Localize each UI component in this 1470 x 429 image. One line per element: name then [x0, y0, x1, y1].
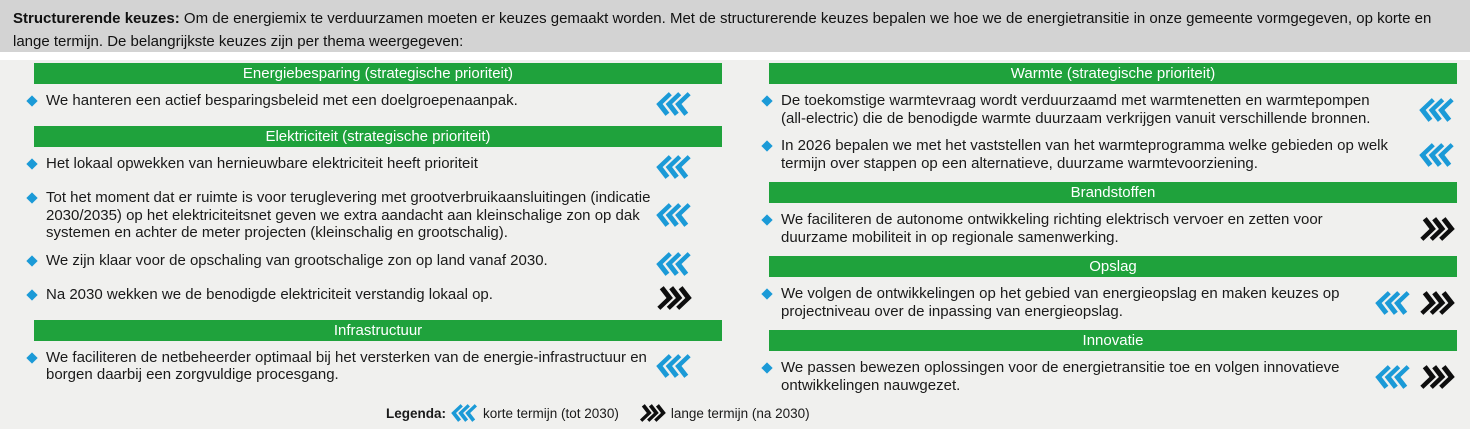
column-right [760, 63, 1457, 429]
intro-banner-title: Structurerende keuzes: [13, 10, 180, 27]
list-item [25, 155, 722, 179]
bullet-diamond-icon [26, 95, 37, 106]
item-text: De toekomstige warmtevraag wordt verduurzaamd met warmtenetten en warmtepompen (all-electric) die de benodigde warmte duurzaam verkrijgen vanuit verschillende bronnen. [781, 92, 1371, 127]
short-term-icon [656, 354, 692, 378]
long-term-icon [1419, 291, 1455, 315]
list-item [25, 349, 722, 384]
section-header-brandstoffen: Brandstoffen [769, 182, 1457, 203]
term-icons [656, 155, 692, 179]
short-term-icon [656, 252, 692, 276]
long-term-icon [1419, 217, 1455, 241]
bullet-diamond-icon [26, 352, 37, 363]
short-term-icon [451, 404, 478, 422]
term-icons [1419, 217, 1455, 241]
list-item [25, 286, 722, 310]
bullet-diamond-icon [761, 95, 772, 106]
list-item [25, 252, 722, 276]
item-text: We faciliteren de autonome ontwikkeling richting elektrisch vervoer en zetten voor duurzame mobiliteit in op regionale samenwerking. [781, 211, 1323, 246]
bullet-diamond-icon [761, 214, 772, 225]
item-text: Het lokaal opwekken van hernieuwbare elektriciteit heeft prioriteit [46, 155, 478, 172]
section-header-elektriciteit: Elektriciteit (strategische prioriteit) [34, 126, 722, 147]
bullet-diamond-icon [761, 140, 772, 151]
short-term-icon [1375, 365, 1411, 389]
list-item [760, 359, 1457, 394]
intro-banner [0, 0, 1470, 52]
short-term-icon [1419, 143, 1455, 167]
term-icons [656, 354, 692, 378]
legend-label: Legenda: [386, 405, 447, 421]
section-header-energiebesparing: Energiebesparing (strategische prioriteit) [34, 63, 722, 84]
term-icons [656, 203, 692, 227]
list-item [760, 137, 1457, 172]
term-icons [656, 92, 692, 116]
list-item [760, 285, 1457, 320]
bullet-diamond-icon [26, 255, 37, 266]
column-left [25, 63, 722, 429]
section-header-opslag: Opslag [769, 256, 1457, 277]
term-icons [1419, 98, 1455, 122]
bullet-diamond-icon [761, 362, 772, 373]
short-term-icon [656, 155, 692, 179]
item-text: Na 2030 wekken we de benodigde elektriciteit verstandig lokaal op. [46, 285, 493, 303]
section-header-infrastructuur: Infrastructuur [34, 320, 722, 341]
section-header-innovatie: Innovatie [769, 330, 1457, 351]
legend [386, 404, 810, 422]
long-term-icon [656, 286, 692, 310]
item-text: We zijn klaar voor de opschaling van grootschalige zon op land vanaf 2030. [46, 251, 548, 269]
term-icons [656, 286, 692, 310]
list-item [25, 92, 722, 116]
item-text: We passen bewezen oplossingen voor de energietransitie toe en volgen innovatieve ontwikkelingen nauwgezet. [781, 359, 1340, 394]
long-term-icon [1419, 365, 1455, 389]
short-term-icon [1375, 291, 1411, 315]
bullet-diamond-icon [26, 289, 37, 300]
item-text: In 2026 bepalen we met het vaststellen van het warmteprogramma welke gebieden op welk termijn over stappen op een alternatieve, duurzame warmtevoorziening. [781, 137, 1389, 172]
term-icons [656, 252, 692, 276]
intro-banner-text: Om de energiemix te verduurzamen moeten er keuzes gemaakt worden. Met de structurerende keuzes bepalen we hoe we de energietransitie in onze gemeente vormgegeven, op korte en lange termijn. De belangrijkste keuzes zijn per thema weergegeven: [13, 10, 1432, 50]
short-term-icon [1419, 98, 1455, 122]
short-term-icon [656, 203, 692, 227]
bullet-diamond-icon [26, 192, 37, 203]
section-header-warmte: Warmte (strategische prioriteit) [769, 63, 1457, 84]
term-icons [1375, 291, 1455, 315]
short-term-icon [656, 92, 692, 116]
choices-panel [0, 60, 1470, 429]
list-item [760, 211, 1457, 246]
term-icons [1419, 143, 1455, 167]
term-icons [1375, 365, 1455, 389]
legend-long-text: lange termijn (na 2030) [670, 405, 810, 421]
item-text: We faciliteren de netbeheerder optimaal bij het versterken van de energie-infrastructuur en borgen daarbij een zorgvuldige procesgang. [46, 348, 647, 383]
bullet-diamond-icon [761, 288, 772, 299]
legend-short-text: korte termijn (tot 2030) [483, 405, 619, 421]
item-text: Tot het moment dat er ruimte is voor teruglevering met grootverbruikaansluitingen (indicatie 2030/2035) op het elektriciteitsnet geven we extra aandacht aan kleinschalige zon op dak systemen en achter de meter projecten (kleinschalig en grootschalig). [46, 189, 651, 241]
item-text: We volgen de ontwikkelingen op het gebied van energieopslag en maken keuzes op projectniveau over de inpassing van energieopslag. [781, 285, 1340, 320]
list-item [760, 92, 1457, 127]
list-item [25, 189, 722, 242]
long-term-icon [639, 404, 666, 422]
bullet-diamond-icon [26, 158, 37, 169]
item-text: We hanteren een actief besparingsbeleid met een doelgroepenaanpak. [46, 92, 518, 109]
